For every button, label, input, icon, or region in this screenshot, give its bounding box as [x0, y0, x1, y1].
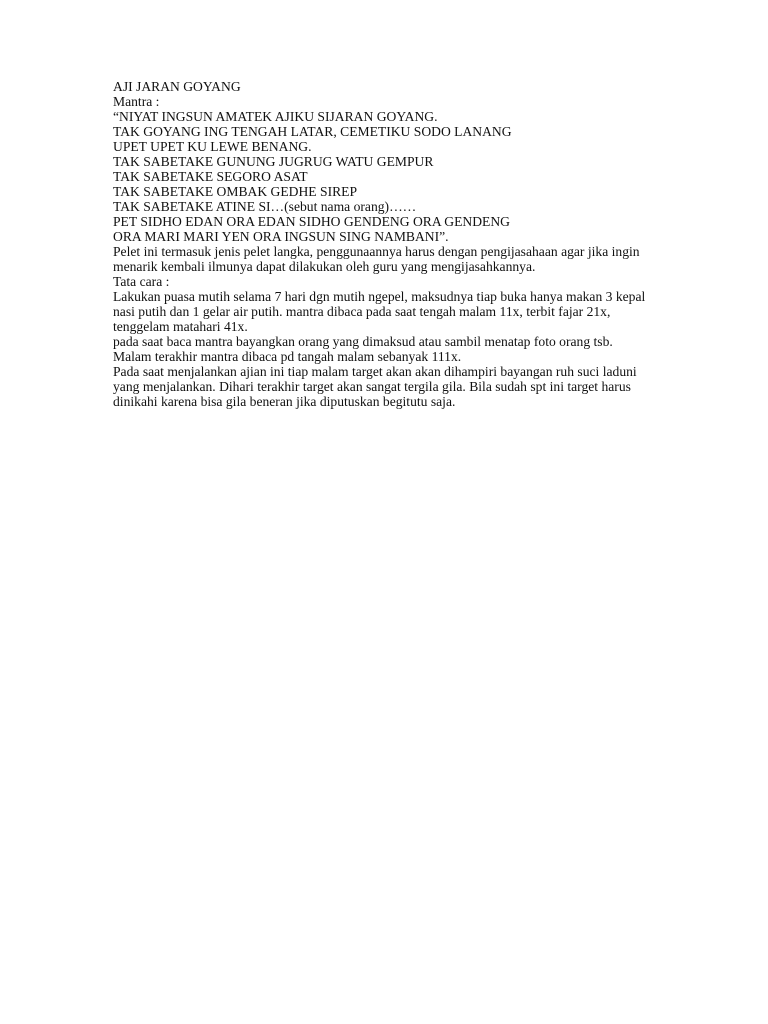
mantra-line: TAK SABETAKE ATINE SI…(sebut nama orang)……	[113, 199, 417, 214]
mantra-text	[113, 109, 661, 244]
mantra-line: PET SIDHO EDAN ORA EDAN SIDHO GENDENG ORA GENDENG	[113, 214, 510, 229]
procedure-label: Tata cara :	[113, 274, 170, 289]
document-body	[113, 79, 661, 409]
procedure-paragraph: Malam terakhir mantra dibaca pd tangah malam sebanyak 111x.	[113, 349, 462, 364]
document-title: AJI JARAN GOYANG	[113, 79, 241, 94]
mantra-line: TAK SABETAKE OMBAK GEDHE SIREP	[113, 184, 358, 199]
mantra-line: TAK SABETAKE SEGORO ASAT	[113, 169, 308, 184]
mantra-line: ORA MARI MARI YEN ORA INGSUN SING NAMBANI”.	[113, 229, 449, 244]
procedure-paragraph: Pada saat menjalankan ajian ini tiap malam target akan akan dihampiri bayangan ruh suci laduni yang menjalankan. Dihari terakhir target akan sangat tergila gila. Bila sudah spt ini target harus dinikahi karena bisa gila beneran jika diputuskan begitutu saja.	[113, 364, 637, 409]
intro-paragraph: Pelet ini termasuk jenis pelet langka, penggunaannya harus dengan pengijasahaan agar jika ingin menarik kembali ilmunya dapat dilakukan oleh guru yang mengijasahkannya.	[113, 244, 640, 274]
procedure-paragraph: pada saat baca mantra bayangkan orang yang dimaksud atau sambil menatap foto orang tsb.	[113, 334, 613, 349]
mantra-line: UPET UPET KU LEWE BENANG.	[113, 139, 312, 154]
mantra-line: TAK SABETAKE GUNUNG JUGRUG WATU GEMPUR	[113, 154, 434, 169]
mantra-label: Mantra :	[113, 94, 160, 109]
procedure-paragraph: Lakukan puasa mutih selama 7 hari dgn mutih ngepel, maksudnya tiap buka hanya makan 3 kepal nasi putih dan 1 gelar air putih. mantra dibaca pada saat tengah malam 11x, terbit fajar 21x, tenggelam matahari 41x.	[113, 289, 646, 334]
mantra-line: TAK GOYANG ING TENGAH LATAR, CEMETIKU SODO LANANG	[113, 124, 512, 139]
mantra-line: “NIYAT INGSUN AMATEK AJIKU SIJARAN GOYANG.	[113, 109, 438, 124]
